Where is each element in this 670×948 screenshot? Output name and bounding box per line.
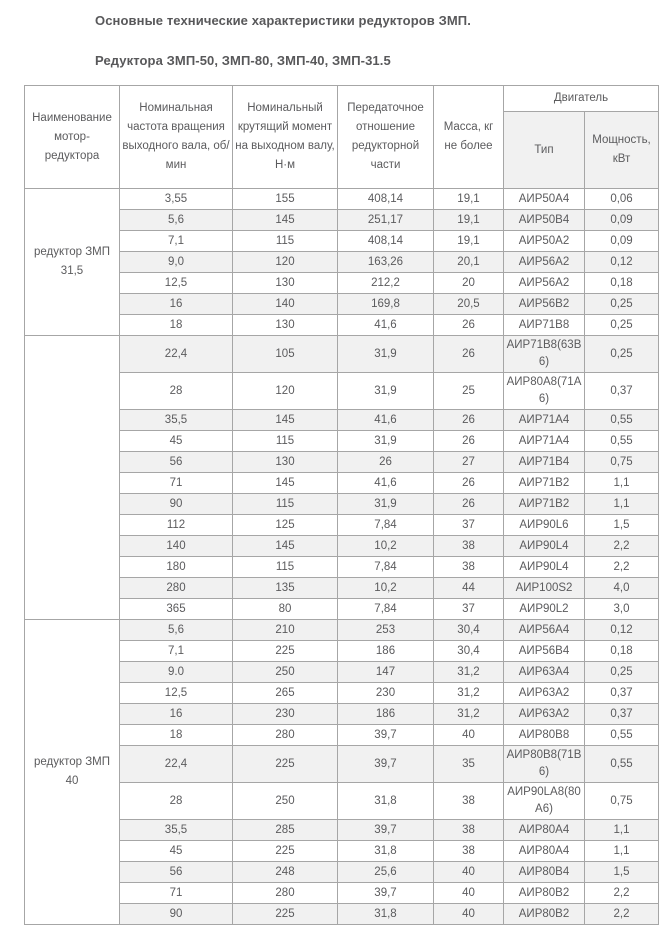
cell-ratio: 39,7 [338, 820, 434, 841]
cell-ratio: 147 [338, 662, 434, 683]
cell-torque: 120 [233, 373, 338, 410]
table-row [25, 862, 659, 883]
table-row [25, 336, 659, 373]
cell-frequency: 12,5 [120, 683, 233, 704]
cell-ratio: 41,6 [338, 410, 434, 431]
cell-motor-type: АИР71В8 [504, 315, 585, 336]
cell-mass: 26 [434, 410, 504, 431]
cell-torque: 225 [233, 746, 338, 783]
cell-torque: 230 [233, 704, 338, 725]
table-row [25, 189, 659, 210]
cell-torque: 80 [233, 599, 338, 620]
cell-power: 0,37 [585, 683, 659, 704]
cell-frequency: 22,4 [120, 746, 233, 783]
table-row [25, 536, 659, 557]
cell-torque: 280 [233, 725, 338, 746]
cell-ratio: 25,6 [338, 862, 434, 883]
table-row [25, 704, 659, 725]
cell-power: 0,37 [585, 373, 659, 410]
cell-frequency: 45 [120, 431, 233, 452]
cell-motor-type: АИР90LA8(80А6) [504, 783, 585, 820]
cell-mass: 38 [434, 783, 504, 820]
cell-frequency: 71 [120, 883, 233, 904]
cell-frequency: 7,1 [120, 641, 233, 662]
cell-frequency: 3,55 [120, 189, 233, 210]
cell-motor-type: АИР80А4 [504, 841, 585, 862]
cell-ratio: 163,26 [338, 252, 434, 273]
cell-frequency: 16 [120, 294, 233, 315]
table-row [25, 904, 659, 925]
cell-power: 0,18 [585, 641, 659, 662]
cell-mass: 40 [434, 862, 504, 883]
cell-torque: 115 [233, 557, 338, 578]
cell-ratio: 169,8 [338, 294, 434, 315]
cell-torque: 145 [233, 473, 338, 494]
cell-ratio: 39,7 [338, 883, 434, 904]
cell-ratio: 408,14 [338, 189, 434, 210]
cell-torque: 225 [233, 841, 338, 862]
section-label: редуктор ЗМП 31,5 [25, 189, 120, 336]
cell-motor-type: АИР71А4 [504, 410, 585, 431]
cell-frequency: 35,5 [120, 410, 233, 431]
cell-mass: 26 [434, 473, 504, 494]
cell-frequency: 16 [120, 704, 233, 725]
cell-torque: 225 [233, 904, 338, 925]
cell-torque: 105 [233, 336, 338, 373]
cell-motor-type: АИР80В4 [504, 862, 585, 883]
cell-torque: 130 [233, 315, 338, 336]
cell-torque: 145 [233, 210, 338, 231]
header-motor-type: Тип [504, 112, 585, 189]
cell-ratio: 31,8 [338, 841, 434, 862]
cell-frequency: 28 [120, 783, 233, 820]
cell-frequency: 140 [120, 536, 233, 557]
table-row [25, 662, 659, 683]
cell-mass: 40 [434, 883, 504, 904]
page-title: Основные технические характеристики редукторов ЗМП. [95, 13, 471, 28]
cell-power: 0,06 [585, 189, 659, 210]
cell-torque: 115 [233, 494, 338, 515]
section-label [25, 336, 120, 620]
cell-power: 0,55 [585, 746, 659, 783]
cell-mass: 44 [434, 578, 504, 599]
cell-power: 0,55 [585, 725, 659, 746]
cell-frequency: 112 [120, 515, 233, 536]
table-row [25, 452, 659, 473]
cell-power: 1,1 [585, 820, 659, 841]
cell-ratio: 230 [338, 683, 434, 704]
table-row [25, 820, 659, 841]
header-motor-power: Мощность, кВт [585, 112, 659, 189]
cell-torque: 265 [233, 683, 338, 704]
cell-power: 0,12 [585, 252, 659, 273]
cell-motor-type: АИР56А2 [504, 252, 585, 273]
cell-motor-type: АИР90L4 [504, 557, 585, 578]
table-row [25, 473, 659, 494]
cell-ratio: 31,8 [338, 904, 434, 925]
cell-mass: 38 [434, 536, 504, 557]
cell-mass: 26 [434, 431, 504, 452]
cell-frequency: 90 [120, 904, 233, 925]
table-row [25, 431, 659, 452]
cell-mass: 38 [434, 557, 504, 578]
cell-mass: 38 [434, 820, 504, 841]
cell-mass: 30,4 [434, 641, 504, 662]
cell-power: 0,75 [585, 452, 659, 473]
cell-ratio: 186 [338, 704, 434, 725]
cell-power: 2,2 [585, 536, 659, 557]
cell-mass: 26 [434, 336, 504, 373]
table-row [25, 252, 659, 273]
cell-torque: 130 [233, 273, 338, 294]
cell-ratio: 39,7 [338, 746, 434, 783]
cell-motor-type: АИР63А4 [504, 662, 585, 683]
cell-torque: 145 [233, 410, 338, 431]
cell-motor-type: АИР56А2 [504, 273, 585, 294]
table-row [25, 783, 659, 820]
cell-mass: 20 [434, 273, 504, 294]
cell-frequency: 56 [120, 862, 233, 883]
cell-power: 0,25 [585, 294, 659, 315]
cell-motor-type: АИР56В2 [504, 294, 585, 315]
cell-frequency: 18 [120, 725, 233, 746]
header-torque: Номинальный крутящий момент на выходном валу, Н·м [233, 86, 338, 189]
cell-mass: 37 [434, 515, 504, 536]
table-row [25, 578, 659, 599]
cell-torque: 250 [233, 662, 338, 683]
cell-power: 4,0 [585, 578, 659, 599]
cell-motor-type: АИР90L6 [504, 515, 585, 536]
cell-mass: 19,1 [434, 189, 504, 210]
page-subtitle: Редуктора ЗМП-50, ЗМП-80, ЗМП-40, ЗМП-31.5 [95, 53, 391, 68]
cell-mass: 31,2 [434, 662, 504, 683]
cell-torque: 155 [233, 189, 338, 210]
cell-power: 1,1 [585, 494, 659, 515]
cell-frequency: 35,5 [120, 820, 233, 841]
cell-motor-type: АИР56В4 [504, 641, 585, 662]
cell-motor-type: АИР71В2 [504, 494, 585, 515]
cell-ratio: 253 [338, 620, 434, 641]
cell-power: 3,0 [585, 599, 659, 620]
cell-ratio: 26 [338, 452, 434, 473]
table-row [25, 725, 659, 746]
cell-frequency: 12,5 [120, 273, 233, 294]
table-row [25, 683, 659, 704]
table-row [25, 599, 659, 620]
section-label: редуктор ЗМП 40 [25, 620, 120, 925]
cell-motor-type: АИР80А8(71А6) [504, 373, 585, 410]
table-row [25, 515, 659, 536]
cell-power: 0,09 [585, 231, 659, 252]
cell-torque: 145 [233, 536, 338, 557]
cell-torque: 130 [233, 452, 338, 473]
header-name: Наименование мотор- редуктора [25, 86, 120, 189]
cell-torque: 115 [233, 231, 338, 252]
cell-motor-type: АИР80А4 [504, 820, 585, 841]
cell-frequency: 280 [120, 578, 233, 599]
table-row [25, 641, 659, 662]
cell-mass: 20,5 [434, 294, 504, 315]
cell-frequency: 22,4 [120, 336, 233, 373]
cell-torque: 125 [233, 515, 338, 536]
table-row [25, 373, 659, 410]
cell-ratio: 31,9 [338, 373, 434, 410]
cell-mass: 31,2 [434, 683, 504, 704]
cell-ratio: 7,84 [338, 557, 434, 578]
cell-ratio: 41,6 [338, 473, 434, 494]
cell-motor-type: АИР50В4 [504, 210, 585, 231]
cell-power: 1,1 [585, 473, 659, 494]
cell-power: 0,25 [585, 336, 659, 373]
header-motor-group: Двигатель [504, 86, 659, 112]
cell-torque: 285 [233, 820, 338, 841]
table-header [25, 86, 659, 189]
cell-ratio: 41,6 [338, 315, 434, 336]
cell-torque: 250 [233, 783, 338, 820]
table-row [25, 883, 659, 904]
table-row [25, 620, 659, 641]
cell-frequency: 7,1 [120, 231, 233, 252]
cell-ratio: 10,2 [338, 578, 434, 599]
cell-ratio: 7,84 [338, 515, 434, 536]
header-ratio: Передаточное отношение редукторной части [338, 86, 434, 189]
header-row-main [25, 86, 659, 112]
cell-motor-type: АИР90L2 [504, 599, 585, 620]
cell-motor-type: АИР90L4 [504, 536, 585, 557]
cell-mass: 40 [434, 904, 504, 925]
table-row [25, 231, 659, 252]
cell-mass: 35 [434, 746, 504, 783]
cell-power: 0,25 [585, 662, 659, 683]
cell-torque: 120 [233, 252, 338, 273]
cell-mass: 19,1 [434, 231, 504, 252]
cell-frequency: 9.0 [120, 662, 233, 683]
header-mass: Масса, кг не более [434, 86, 504, 189]
table-row [25, 494, 659, 515]
cell-frequency: 5,6 [120, 620, 233, 641]
cell-torque: 248 [233, 862, 338, 883]
cell-motor-type: АИР71А4 [504, 431, 585, 452]
cell-ratio: 251,17 [338, 210, 434, 231]
cell-frequency: 180 [120, 557, 233, 578]
table-row [25, 841, 659, 862]
cell-ratio: 10,2 [338, 536, 434, 557]
cell-power: 0,09 [585, 210, 659, 231]
cell-torque: 115 [233, 431, 338, 452]
cell-motor-type: АИР56А4 [504, 620, 585, 641]
cell-torque: 225 [233, 641, 338, 662]
cell-mass: 25 [434, 373, 504, 410]
cell-ratio: 31,9 [338, 494, 434, 515]
table-row [25, 210, 659, 231]
cell-frequency: 18 [120, 315, 233, 336]
cell-frequency: 9,0 [120, 252, 233, 273]
cell-motor-type: АИР80В2 [504, 883, 585, 904]
cell-ratio: 31,8 [338, 783, 434, 820]
cell-motor-type: АИР63А2 [504, 683, 585, 704]
cell-mass: 20,1 [434, 252, 504, 273]
cell-power: 2,2 [585, 557, 659, 578]
cell-frequency: 71 [120, 473, 233, 494]
cell-motor-type: АИР80В2 [504, 904, 585, 925]
cell-ratio: 31,9 [338, 431, 434, 452]
cell-torque: 210 [233, 620, 338, 641]
table-row [25, 315, 659, 336]
cell-motor-type: АИР100S2 [504, 578, 585, 599]
cell-power: 0,18 [585, 273, 659, 294]
cell-ratio: 39,7 [338, 725, 434, 746]
cell-power: 1,1 [585, 841, 659, 862]
cell-mass: 26 [434, 494, 504, 515]
cell-motor-type: АИР71В8(63В6) [504, 336, 585, 373]
cell-power: 1,5 [585, 862, 659, 883]
cell-ratio: 31,9 [338, 336, 434, 373]
cell-power: 0,75 [585, 783, 659, 820]
cell-power: 0,37 [585, 704, 659, 725]
cell-frequency: 56 [120, 452, 233, 473]
cell-motor-type: АИР71В2 [504, 473, 585, 494]
cell-power: 0,25 [585, 315, 659, 336]
cell-mass: 37 [434, 599, 504, 620]
cell-motor-type: АИР71В4 [504, 452, 585, 473]
cell-motor-type: АИР80В8 [504, 725, 585, 746]
cell-frequency: 365 [120, 599, 233, 620]
table-body [25, 189, 659, 925]
cell-torque: 280 [233, 883, 338, 904]
cell-power: 0,55 [585, 431, 659, 452]
cell-power: 0,55 [585, 410, 659, 431]
table-row [25, 273, 659, 294]
cell-motor-type: АИР50А4 [504, 189, 585, 210]
cell-power: 2,2 [585, 883, 659, 904]
cell-power: 0,12 [585, 620, 659, 641]
table-row [25, 294, 659, 315]
cell-motor-type: АИР80В8(71В6) [504, 746, 585, 783]
cell-ratio: 408,14 [338, 231, 434, 252]
cell-motor-type: АИР63А2 [504, 704, 585, 725]
cell-mass: 30,4 [434, 620, 504, 641]
cell-frequency: 45 [120, 841, 233, 862]
cell-ratio: 186 [338, 641, 434, 662]
cell-frequency: 5,6 [120, 210, 233, 231]
cell-ratio: 212,2 [338, 273, 434, 294]
table-row [25, 557, 659, 578]
cell-mass: 31,2 [434, 704, 504, 725]
cell-frequency: 90 [120, 494, 233, 515]
table-row [25, 746, 659, 783]
cell-frequency: 28 [120, 373, 233, 410]
cell-mass: 40 [434, 725, 504, 746]
cell-motor-type: АИР50А2 [504, 231, 585, 252]
cell-mass: 27 [434, 452, 504, 473]
cell-ratio: 7,84 [338, 599, 434, 620]
cell-power: 2,2 [585, 904, 659, 925]
cell-torque: 140 [233, 294, 338, 315]
cell-power: 1,5 [585, 515, 659, 536]
cell-torque: 135 [233, 578, 338, 599]
cell-mass: 19,1 [434, 210, 504, 231]
table-row [25, 410, 659, 431]
cell-mass: 38 [434, 841, 504, 862]
specs-table [24, 85, 659, 925]
header-frequency: Номинальная частота вращения выходного вала, об/ мин [120, 86, 233, 189]
cell-mass: 26 [434, 315, 504, 336]
